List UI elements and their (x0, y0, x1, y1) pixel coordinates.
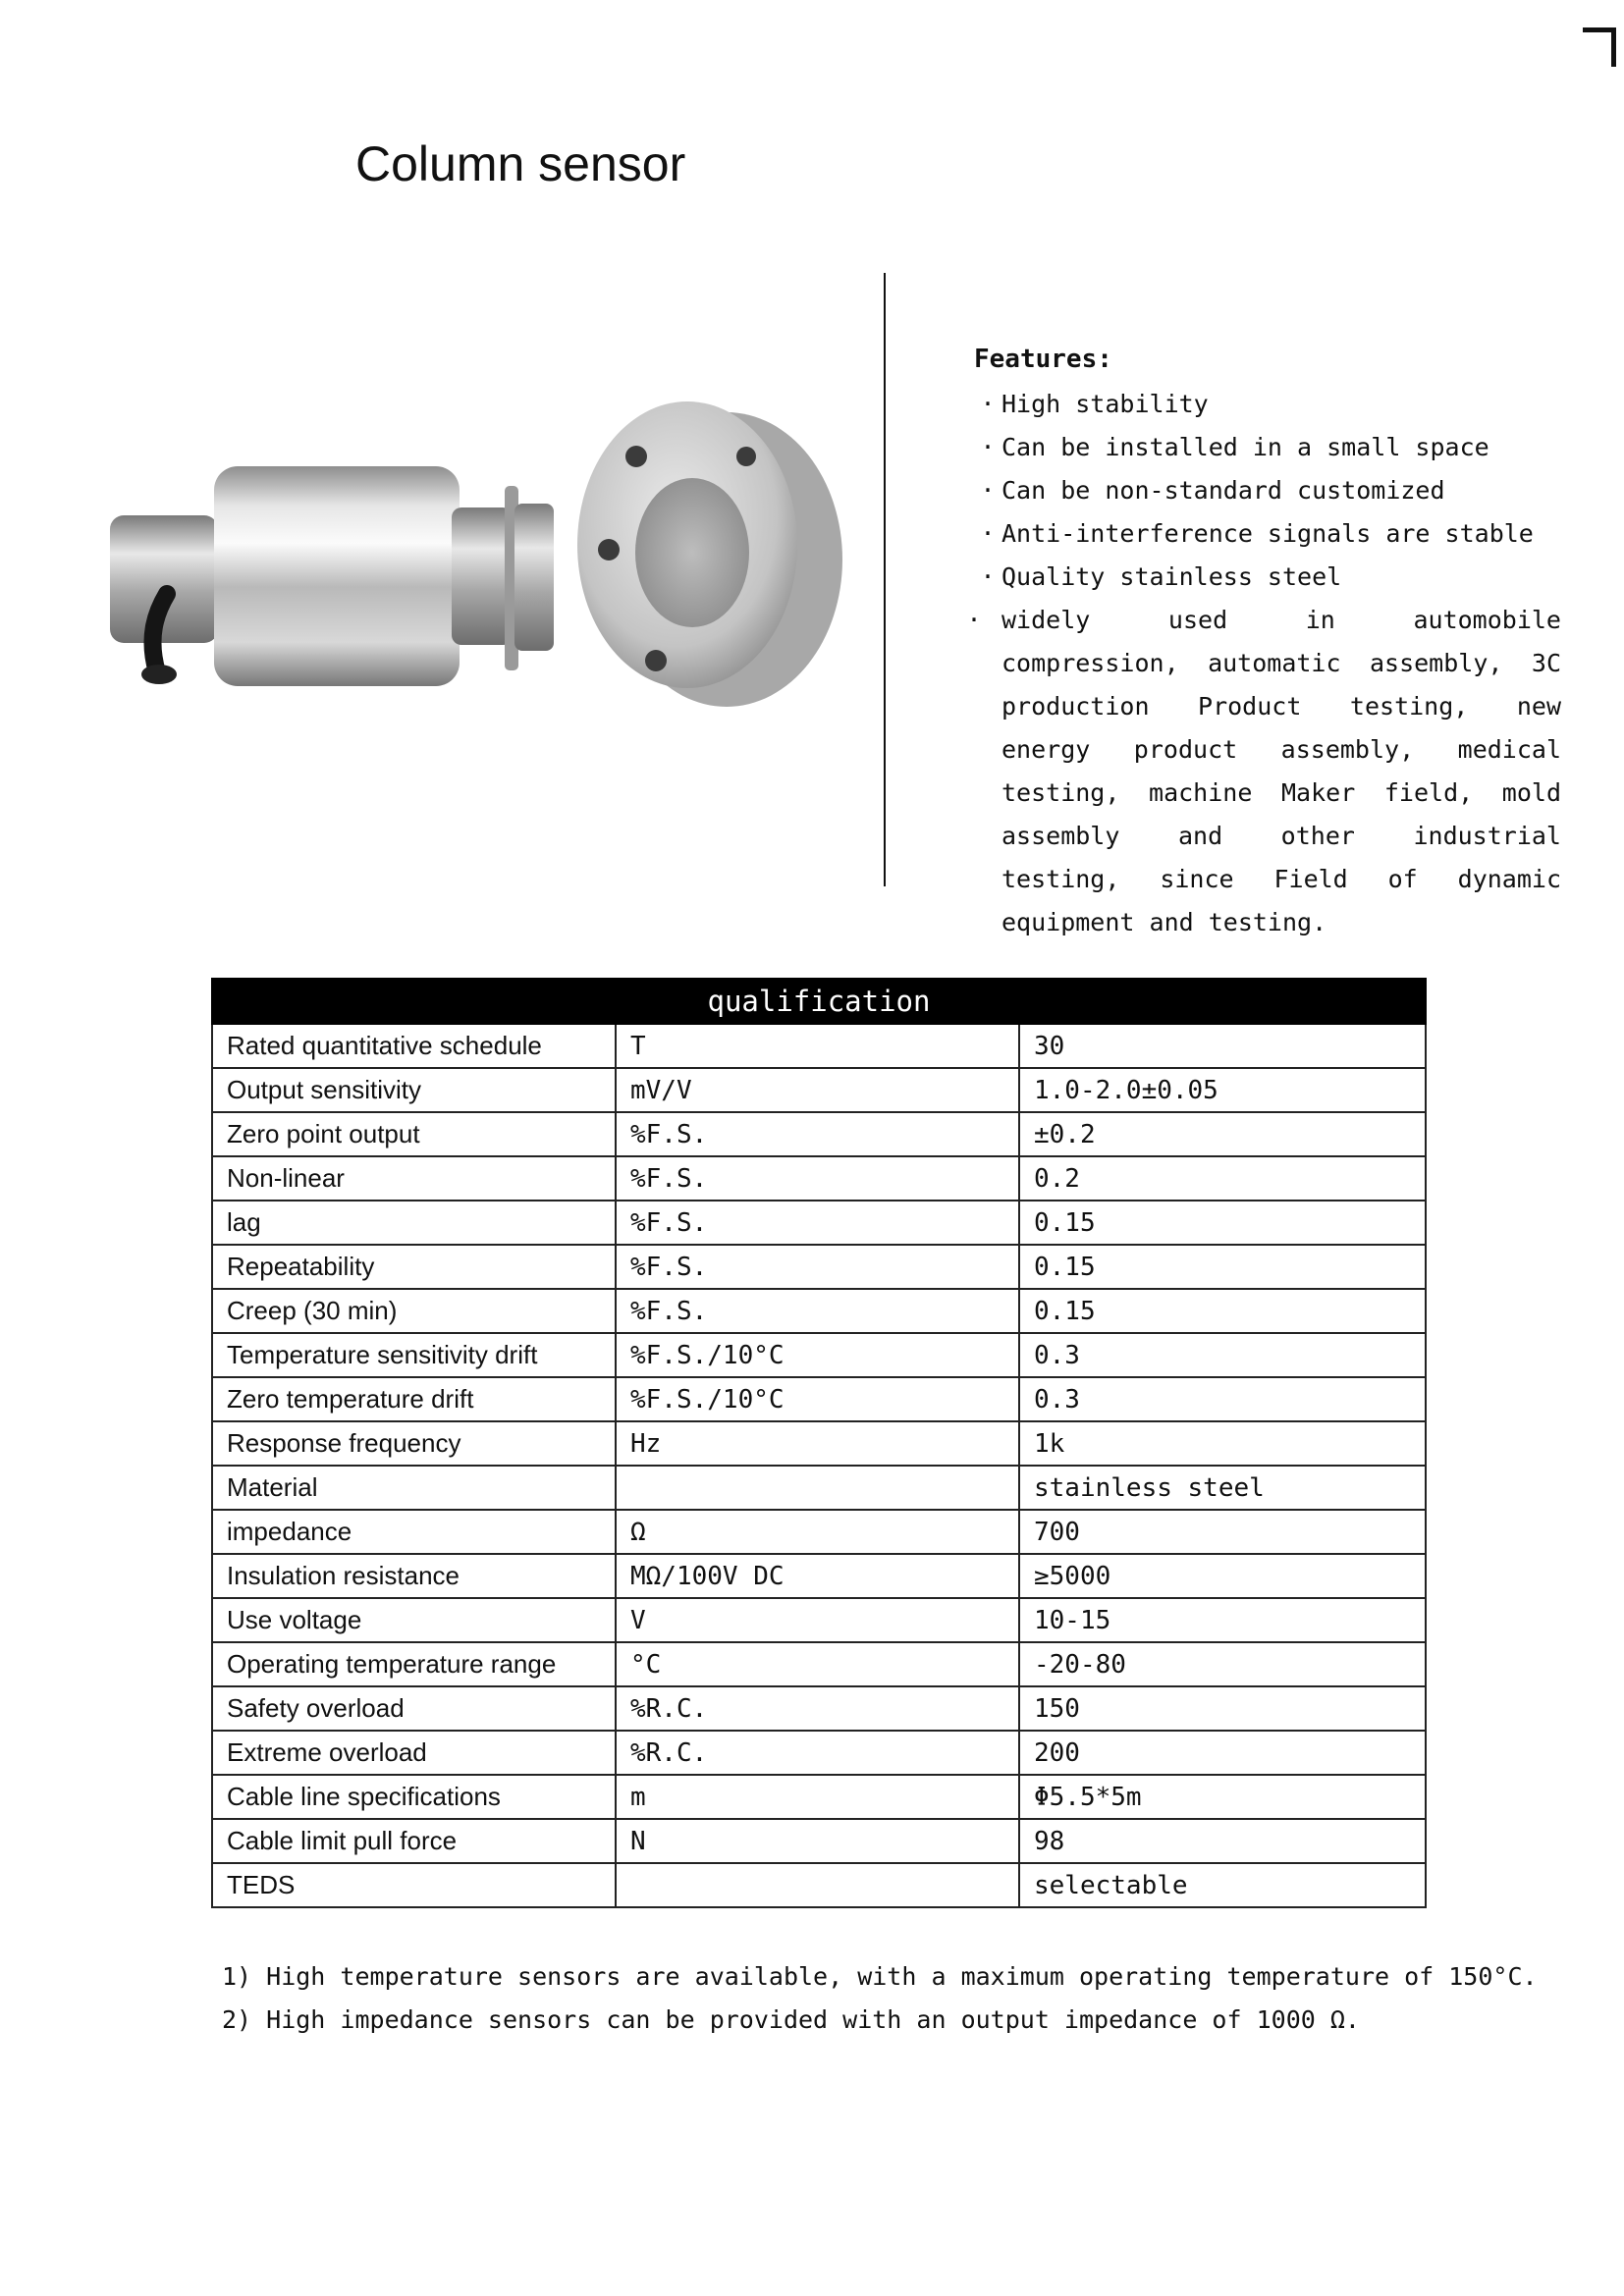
unit-cell (616, 1466, 1019, 1510)
unit-cell: %R.C. (616, 1686, 1019, 1731)
page-title: Column sensor (355, 136, 686, 191)
table-row (212, 1863, 1426, 1907)
unit-cell: %F.S./10°C (616, 1377, 1019, 1421)
unit-cell: Hz (616, 1421, 1019, 1466)
value-cell: 1.0-2.0±0.05 (1019, 1068, 1426, 1112)
unit-cell (616, 1863, 1019, 1907)
bullet-icon: · (980, 476, 996, 505)
unit-cell: Ω (616, 1510, 1019, 1554)
value-cell: ±0.2 (1019, 1112, 1426, 1156)
param-cell: TEDS (212, 1863, 616, 1907)
value-cell: stainless steel (1019, 1466, 1426, 1510)
vertical-divider (884, 273, 886, 886)
bullet-icon: · (980, 433, 996, 461)
table-row (212, 1731, 1426, 1775)
table-row (212, 1201, 1426, 1245)
table-row (212, 1333, 1426, 1377)
feature-item (974, 426, 1563, 469)
table-row (212, 1466, 1426, 1510)
value-cell: 200 (1019, 1731, 1426, 1775)
param-cell: Creep (30 min) (212, 1289, 616, 1333)
param-cell: Temperature sensitivity drift (212, 1333, 616, 1377)
table-row (212, 1377, 1426, 1421)
param-cell: Response frequency (212, 1421, 616, 1466)
unit-cell: %F.S./10°C (616, 1333, 1019, 1377)
table-row (212, 1554, 1426, 1598)
param-cell: Extreme overload (212, 1731, 616, 1775)
param-cell: Zero temperature drift (212, 1377, 616, 1421)
param-cell: impedance (212, 1510, 616, 1554)
table-row (212, 1598, 1426, 1642)
value-cell: 98 (1019, 1819, 1426, 1863)
value-cell: 0.2 (1019, 1156, 1426, 1201)
table-row (212, 1068, 1426, 1112)
unit-cell: %F.S. (616, 1156, 1019, 1201)
param-cell: Safety overload (212, 1686, 616, 1731)
param-cell: Rated quantitative schedule (212, 1024, 616, 1068)
value-cell: 30 (1019, 1024, 1426, 1068)
param-cell: lag (212, 1201, 616, 1245)
value-cell: ≥5000 (1019, 1554, 1426, 1598)
feature-item (974, 383, 1563, 426)
feature-text: widely used in automobile compression, automatic assembly, 3C production Product testing, new energy product assembly, medical testing, machine Maker field, mold assembly and other industrial testing, since Field of dynamic equipment and testing. (1001, 606, 1561, 936)
product-photo (98, 388, 864, 712)
table-row (212, 1112, 1426, 1156)
unit-cell: %F.S. (616, 1289, 1019, 1333)
feature-item (974, 556, 1563, 599)
unit-cell: MΩ/100V DC (616, 1554, 1019, 1598)
bullet-icon: · (966, 606, 982, 634)
feature-text: Can be non-standard customized (1001, 476, 1445, 505)
notes-section (222, 1955, 1538, 2042)
value-cell: -20-80 (1019, 1642, 1426, 1686)
unit-cell: %R.C. (616, 1731, 1019, 1775)
table-row (212, 1510, 1426, 1554)
value-cell: Φ5.5*5m (1019, 1775, 1426, 1819)
features-heading: Features: (974, 345, 1112, 374)
feature-item (974, 469, 1563, 512)
feature-text: Can be installed in a small space (1001, 433, 1489, 461)
value-cell: 700 (1019, 1510, 1426, 1554)
param-cell: Material (212, 1466, 616, 1510)
unit-cell: T (616, 1024, 1019, 1068)
bullet-icon: · (980, 390, 996, 418)
table-header: qualification (212, 979, 1426, 1024)
bullet-icon: · (980, 562, 996, 591)
specification-table (211, 978, 1427, 1908)
feature-item (974, 512, 1563, 556)
value-cell: 0.3 (1019, 1377, 1426, 1421)
param-cell: Cable limit pull force (212, 1819, 616, 1863)
unit-cell: %F.S. (616, 1112, 1019, 1156)
unit-cell: °C (616, 1642, 1019, 1686)
feature-text: High stability (1001, 390, 1209, 418)
value-cell: 0.3 (1019, 1333, 1426, 1377)
value-cell: 0.15 (1019, 1201, 1426, 1245)
param-cell: Operating temperature range (212, 1642, 616, 1686)
note-item: 2) High impedance sensors can be provided with an output impedance of 1000 Ω. (222, 2005, 1360, 2034)
unit-cell: m (616, 1775, 1019, 1819)
table-row (212, 1642, 1426, 1686)
param-cell: Cable line specifications (212, 1775, 616, 1819)
bullet-icon: · (980, 519, 996, 548)
value-cell: selectable (1019, 1863, 1426, 1907)
feature-list (966, 383, 1563, 944)
value-cell: 10-15 (1019, 1598, 1426, 1642)
value-cell: 150 (1019, 1686, 1426, 1731)
corner-crop-mark (1583, 27, 1618, 67)
param-cell: Zero point output (212, 1112, 616, 1156)
unit-cell: %F.S. (616, 1245, 1019, 1289)
param-cell: Use voltage (212, 1598, 616, 1642)
param-cell: Insulation resistance (212, 1554, 616, 1598)
table-row (212, 1289, 1426, 1333)
table-row (212, 1819, 1426, 1863)
feature-text: Anti-interference signals are stable (1001, 519, 1534, 548)
table-body (212, 1024, 1426, 1907)
feature-item-applications (966, 599, 1561, 944)
unit-cell: mV/V (616, 1068, 1019, 1112)
table-header-row (212, 979, 1426, 1024)
value-cell: 0.15 (1019, 1245, 1426, 1289)
param-cell: Non-linear (212, 1156, 616, 1201)
unit-cell: N (616, 1819, 1019, 1863)
param-cell: Output sensitivity (212, 1068, 616, 1112)
table-row (212, 1775, 1426, 1819)
feature-text: Quality stainless steel (1001, 562, 1342, 591)
table-row (212, 1421, 1426, 1466)
features-section (966, 340, 1563, 944)
table-row (212, 1245, 1426, 1289)
value-cell: 0.15 (1019, 1289, 1426, 1333)
unit-cell: %F.S. (616, 1201, 1019, 1245)
table-row (212, 1686, 1426, 1731)
table-row (212, 1156, 1426, 1201)
param-cell: Repeatability (212, 1245, 616, 1289)
note-item: 1) High temperature sensors are available, with a maximum operating temperature of 150°C. (222, 1962, 1538, 1991)
table-row (212, 1024, 1426, 1068)
unit-cell: V (616, 1598, 1019, 1642)
value-cell: 1k (1019, 1421, 1426, 1466)
